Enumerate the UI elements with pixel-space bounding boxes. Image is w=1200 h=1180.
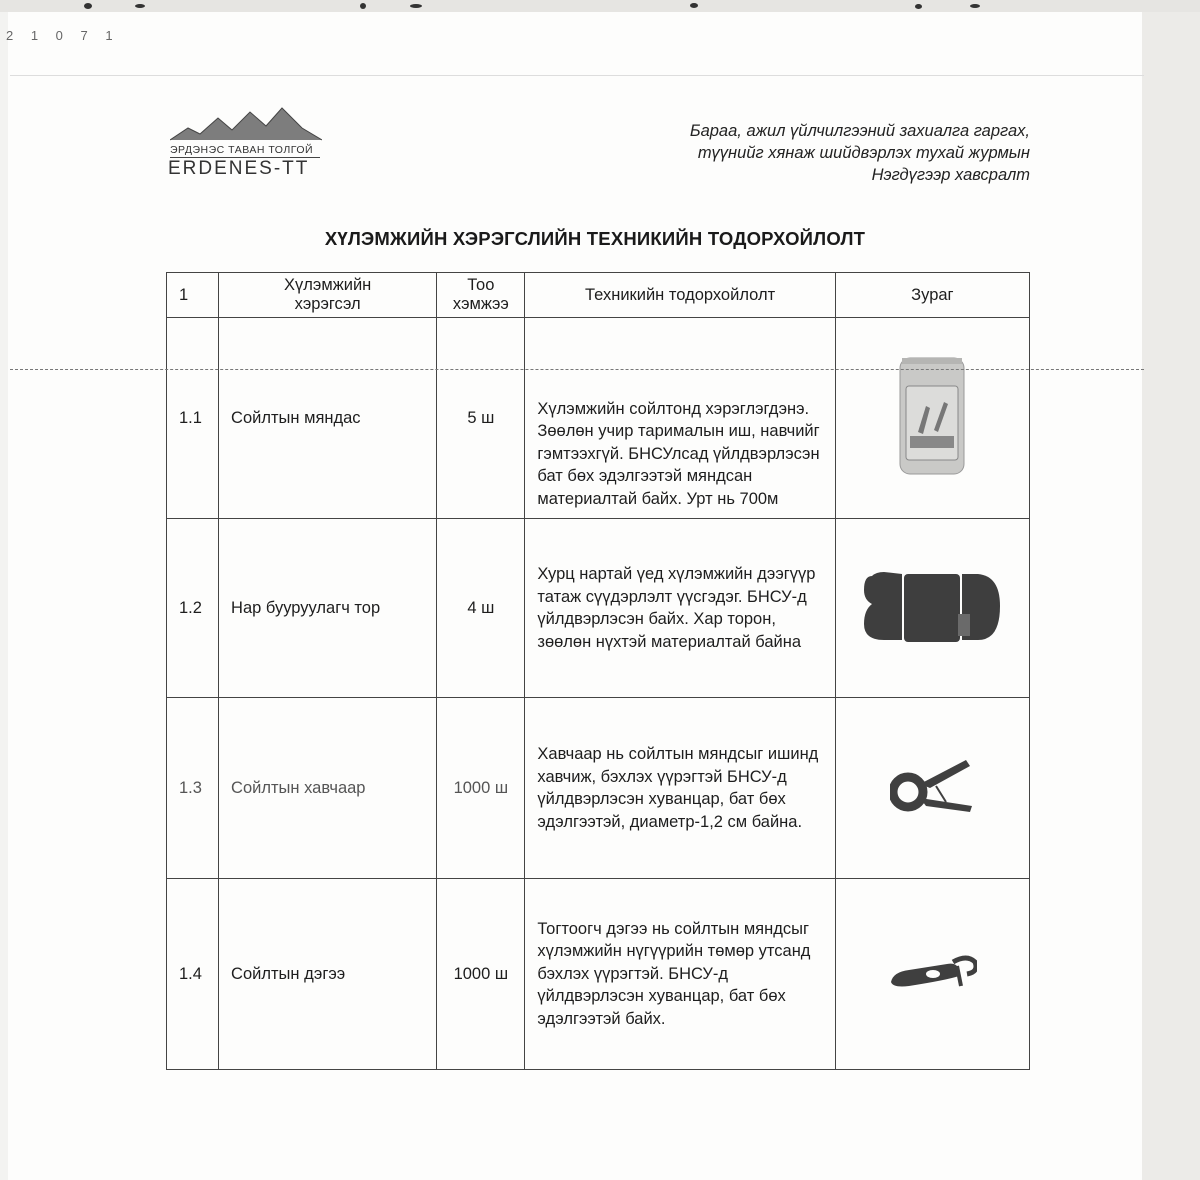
- table-row: [167, 519, 1030, 698]
- header-picture: Зураг: [835, 273, 1029, 318]
- mountains-logo-icon: [170, 106, 322, 142]
- row-number: 1.4: [167, 879, 219, 1070]
- header-item: Хүлэмжийн хэрэгсэл: [219, 273, 437, 318]
- row-picture: [835, 879, 1029, 1070]
- appendix-note: [690, 120, 1030, 186]
- row-item: Сойлтын дэгээ: [219, 879, 437, 1070]
- table-row: [167, 879, 1030, 1070]
- row-picture: [835, 698, 1029, 879]
- logo-name: ERDENES-TT: [168, 158, 310, 179]
- header-quantity: Тоо хэмжээ: [437, 273, 525, 318]
- scan-right-edge: [1142, 12, 1200, 1180]
- row-item: Сойлтын мяндас: [219, 318, 437, 519]
- row-specification: Хүлэмжийн сойлтонд хэрэглэгдэнэ. Зөөлөн учир тарималын иш, навчийг гэмтээхгүй. БНСУлсад үйлдвэрлэсэн бат бөх эдэлгээтэй мяндсан материалтай байх. Урт нь 700м: [525, 318, 835, 519]
- scan-speck: [690, 3, 698, 8]
- scan-speck: [360, 3, 366, 9]
- appendix-note-line: Нэгдүгээр хавсралт: [871, 166, 1030, 184]
- plant-clip-icon: [890, 758, 974, 814]
- row-quantity: 5 ш: [437, 318, 525, 519]
- row-quantity: 1000 ш: [437, 698, 525, 879]
- handwritten-note: 2 1 0 7 1: [6, 28, 120, 43]
- row-picture: [835, 318, 1029, 519]
- appendix-note-line: түүнийг хянаж шийдвэрлэх тухай журмын: [697, 144, 1030, 162]
- document-title: ХҮЛЭМЖИЙН ХЭРЭГСЛИЙН ТЕХНИКИЙН ТОДОРХОЙЛОЛТ: [324, 228, 866, 249]
- row-item: Сойлтын хавчаар: [219, 698, 437, 879]
- row-number: 1.1: [167, 318, 219, 519]
- trellis-hook-icon: [887, 952, 977, 992]
- row-specification: Хавчаар нь сойлтын мяндсыг ишинд хавчиж, бэхлэх үүрэгтэй БНСУ-д үйлдвэрлэсэн хуванцар, бат бөх эдэлгээтэй, диаметр-1,2 см байна.: [525, 698, 835, 879]
- scan-speck: [135, 4, 145, 8]
- row-quantity: 1000 ш: [437, 879, 525, 1070]
- appendix-note-line: Бараа, ажил үйлчилгээний захиалга гаргах,: [689, 122, 1030, 140]
- table-row: [167, 318, 1030, 519]
- row-quantity: 4 ш: [437, 519, 525, 698]
- scan-artifact-line: [10, 369, 1144, 370]
- scan-artifact-line: [10, 75, 1144, 76]
- twine-spool-icon: [896, 354, 968, 478]
- company-logo: [168, 106, 328, 186]
- scan-speck: [410, 4, 422, 8]
- row-item: Нар бууруулагч тор: [219, 519, 437, 698]
- logo-subtitle: ЭРДЭНЭС ТАВАН ТОЛГОЙ: [170, 144, 314, 156]
- row-number: 1.3: [167, 698, 219, 879]
- scan-speck: [970, 4, 980, 8]
- scan-top-strip: [0, 0, 1200, 12]
- row-specification: Хурц нартай үед хүлэмжийн дээгүүр татаж сүүдэрлэлт үүсгэдэг. БНСУ-д үйлдвэрлэсэн байх. Хар торон, зөөлөн нүхтэй материалтай байна: [525, 519, 835, 698]
- table-row: [167, 698, 1030, 879]
- scan-speck: [84, 3, 92, 9]
- specification-table: [166, 272, 1030, 1070]
- table-header-row: [167, 273, 1030, 318]
- scan-speck: [915, 4, 922, 9]
- row-picture: [835, 519, 1029, 698]
- header-specification: Техникийн тодорхойлолт: [525, 273, 835, 318]
- shade-net-roll-icon: [862, 566, 1002, 646]
- row-specification: Тогтоогч дэгээ нь сойлтын мяндсыг хүлэмжийн нүгүүрийн төмөр утсанд бэхлэх үүрэгтэй. БНСУ-д үйлдвэрлэсэн хуванцар, бат бөх эдэлгээтэй байх.: [525, 879, 835, 1070]
- header-number: 1: [167, 273, 219, 318]
- row-number: 1.2: [167, 519, 219, 698]
